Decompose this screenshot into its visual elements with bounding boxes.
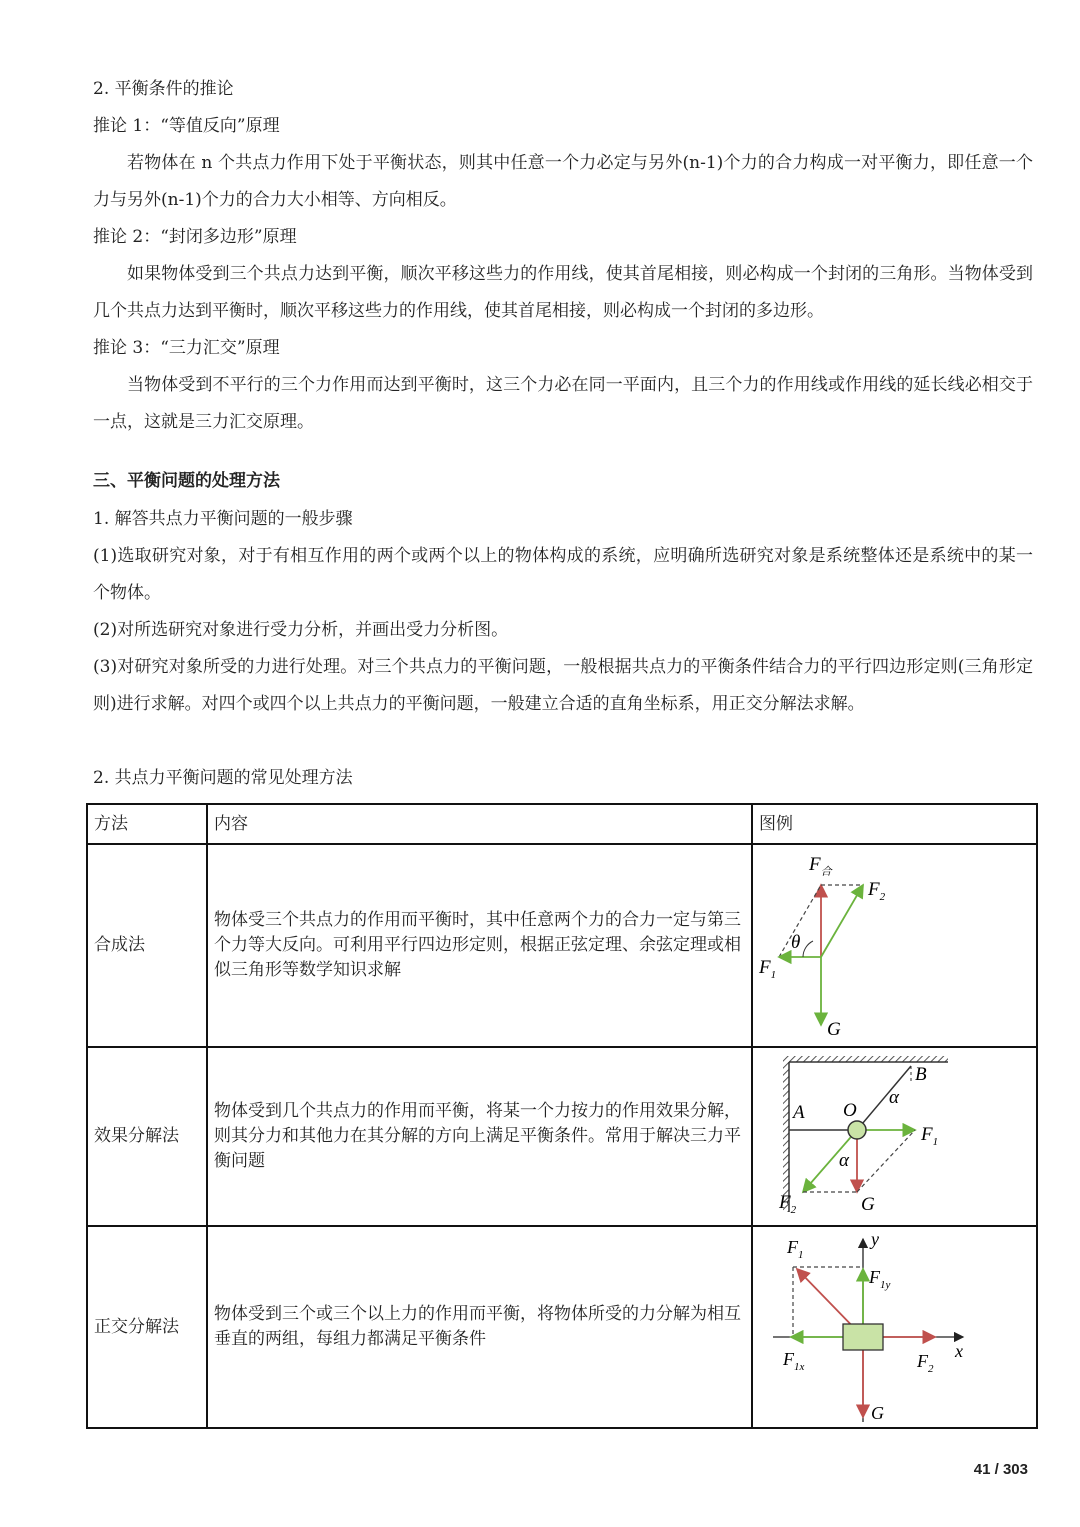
method-content: 物体受三个共点力的作用而平衡时，其中任意两个力的合力一定与第三个力等大反向。可利用平行四边形定则，根据正弦定理、余弦定理或相似三角形等数学知识求解 [207,844,752,1047]
effect-decomposition-diagram [753,1048,1036,1225]
method-content: 物体受到几个共点力的作用而平衡，将某一个力按力的作用效果分解，则其分力和其他力在其分解的方向上满足平衡条件。常用于解决三力平衡问题 [207,1047,752,1226]
step-1: (1)选取研究对象，对于有相互作用的两个或两个以上的物体构成的系统，应明确所选研究对象是系统整体还是系统中的某一个物体。 [93,546,1033,603]
page-number: 41 / 303 [973,1461,1028,1478]
f1-label: $F_1$ [787,1237,804,1261]
method-content: 物体受到三个或三个以上力的作用而平衡，将物体所受的力分解为相互垂直的两组，每组力都满足平衡条件 [207,1226,752,1428]
corollary-1-text: 若物体在 n 个共点力作用下处于平衡状态，则其中任意一个力必定与另外(n-1)个力的合力构成一对平衡力，即任意一个力与另外(n-1)个力的合力大小相等、方向相反。 [93,153,1033,210]
steps-title: 1. 解答共点力平衡问题的一般步骤 [93,509,353,529]
f2-label: $F_2$ [779,1192,797,1216]
x-label: x [955,1341,963,1361]
rope-ob [857,1066,911,1130]
f1x-label: $F_{1x}$ [783,1349,805,1373]
method-name: 合成法 [87,844,207,1047]
table-row [87,1226,1037,1428]
corollary-3-text: 当物体受到不平行的三个力作用而达到平衡时，这三个力必在同一平面内，且三个力的作用线或作用线的延长线必相交于一点，这就是三力汇交原理。 [93,375,1033,432]
f1-label: $F_1$ [921,1124,939,1148]
f1-label: $F_1$ [759,957,777,981]
ceiling-hatch [783,1056,948,1062]
method-name: 效果分解法 [87,1047,207,1226]
b-label: B [915,1064,927,1085]
dashed-line [857,1130,915,1192]
table-row [87,844,1037,1047]
a-label: A [793,1102,805,1123]
f2-arrow [821,885,863,957]
o-label: O [843,1100,857,1121]
f1y-label: $F_{1y}$ [869,1267,891,1291]
orthogonal-decomposition-figure [752,1226,1037,1428]
corollary-2-text: 如果物体受到三个共点力达到平衡，顺次平移这些力的作用线，使其首尾相接，则必构成一个封闭的三角形。当物体受到几个共点力达到平衡时，顺次平移这些力的作用线，使其首尾相接，则必构成一个封闭的多边形。 [93,264,1033,321]
corollary-3-title: 推论 3：“三力汇交”原理 [93,338,280,358]
object-box [843,1324,883,1350]
f2-label: $F_2$ [917,1351,934,1375]
alpha-label-bottom: α [839,1150,849,1171]
header-method: 方法 [87,804,207,844]
angle-arc [803,941,813,957]
effect-decomposition-figure [752,1047,1037,1226]
corollary-1-title: 推论 1：“等值反向”原理 [93,116,280,136]
g-label: G [827,1019,841,1040]
header-figure: 图例 [752,804,1037,844]
table-header-row [87,804,1037,844]
methods-table [86,803,1038,1429]
header-content: 内容 [207,804,752,844]
table-row [87,1047,1037,1226]
step-3: (3)对研究对象所受的力进行处理。对三个共点力的平衡问题，一般根据共点力的平衡条件结合力的平行四边形定则(三角形定则)进行求解。对四个或四个以上共点力的平衡问题，一般建立合适的直角坐标系，用正交分解法求解。 [93,657,1033,714]
composition-figure [752,844,1037,1047]
y-label: y [871,1229,879,1249]
alpha-label-top: α [889,1087,899,1108]
theta-label: θ [791,932,801,953]
object-o [848,1121,866,1139]
f2-label: $F_2$ [868,879,886,903]
corollary-2-title: 推论 2：“封闭多边形”原理 [93,227,297,247]
g-label: G [871,1403,884,1423]
f-resultant-label: $F_合$ [809,854,832,878]
step-2: (2)对所选研究对象进行受力分析，并画出受力分析图。 [93,620,509,640]
g-label: G [861,1194,875,1215]
chapter-heading: 三、平衡问题的处理方法 [93,471,280,491]
methods-title: 2. 共点力平衡问题的常见处理方法 [93,768,353,788]
section-title: 2. 平衡条件的推论 [93,79,234,99]
orthogonal-decomposition-diagram [753,1227,1036,1427]
method-name: 正交分解法 [87,1226,207,1428]
wall-hatch [783,1062,789,1212]
composition-diagram [753,845,1036,1046]
